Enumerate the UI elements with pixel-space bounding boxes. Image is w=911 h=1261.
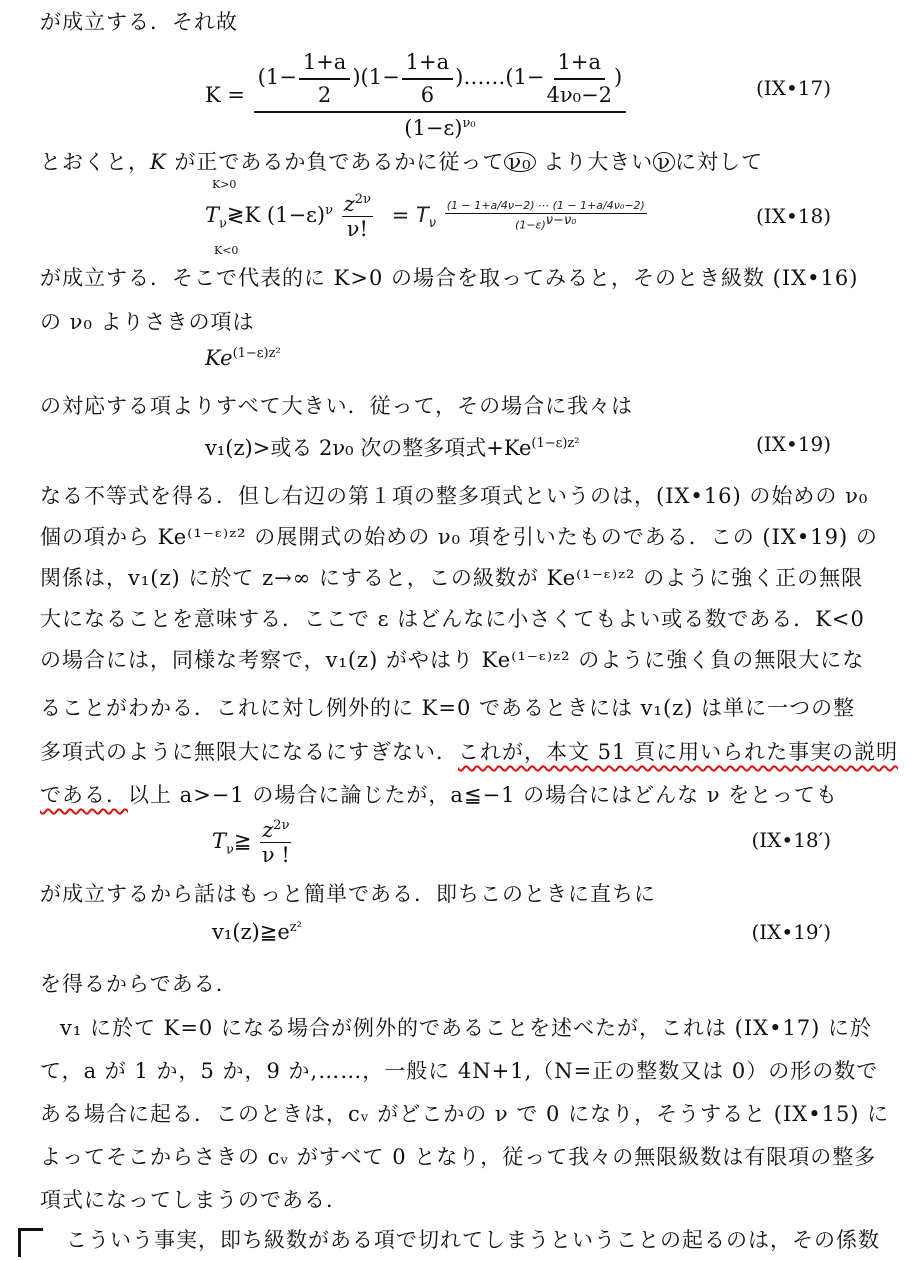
equation-ix-19-prime: $v_1(z)≧e^{z^2}$ [212,920,302,944]
text-line: ることがわかる．これに対し例外的に K=0 であるときには v₁(z) は単に一つの整 [40,696,856,720]
text-line: 大になることを意味する．ここで ε はどんなに小さくてもよい或る数である．K<0 [40,607,865,631]
corner-bracket-mark [18,1228,43,1257]
equation-number: (IX•19) [756,432,831,456]
equation-number: (IX•17) [756,76,831,100]
big-fraction [254,50,627,140]
equation-lhs: K = [205,83,245,108]
text-line: こういう事実，即ち級数がある項で切れてしまうということの起るのは，その係数 [66,1228,880,1252]
text-line: なる不等式を得る．但し右辺の第１項の整多項式というのは，(IX•16) の始めの ν₀ [40,484,869,508]
equation-ix-18-prime: $T_\nu≧$ $\frac{z^{2\nu}}{\nu !}$ [212,818,290,868]
text-line: v₁ に於て K=0 になる場合が例外的であることを述べたが，これは (IX•17) に於 [60,1016,873,1040]
handwritten-condition-above: K>0 [212,178,237,191]
text-line: が成立する．それ故 [40,10,238,34]
denominator: $(1-\varepsilon)^{\nu_0}$ [404,116,476,141]
text-line: 多項式のように無限大になるにすぎない．これが，本文 51 頁に用いられた事実の説明 [40,740,899,764]
equation-number: (IX•19′) [751,920,831,944]
text-line: の対応する項よりすべて大きい．従って，その場合に我々は [40,394,634,418]
text-line: 関係は，v₁(z) に於て z→∞ にすると，この級数が Ke⁽¹⁻ᵋ⁾ᶻ² のように強く正の無限 [40,566,864,590]
underlined-passage: である． [40,783,128,807]
circled-symbol: ν₀ [504,152,535,172]
underlined-passage: これが，本文 51 頁に用いられた事実の説明 [458,740,899,764]
text-line: の ν₀ よりさきの項は [40,310,255,334]
text-line: である．以上 a>−1 の場合に論じたが，a≦−1 の場合にはどんな ν をとっても [40,783,838,807]
text-line: 項式になってしまうのである． [40,1188,348,1212]
text-line: よってそこからさきの cᵥ がすべて 0 となり，従って我々の無限級数は有限項の整多 [40,1145,877,1169]
equation-number: (IX•18′) [751,828,831,852]
equation-k-exp: $Ke^{(1-\varepsilon)z^2}$ [205,346,281,370]
equation-ix-19: v₁(z)>或る 2ν₀ 次の整多項式$+Ke^{(1-\varepsilon)z^2}$ [205,436,580,460]
text-line: とおくと，K が正であるか負であるかに従って ν₀ より大きい ν に対して [40,150,764,174]
handwritten-note: = $T_\nu$ $\frac{\text{(1 − 1+a/4ν−2) ⋯ (1 − 1+a/4ν₀−2)}}{(1-\varepsilon)^{\nu-\nu_0}}$ [391,199,645,232]
handwritten-condition-below: K<0 [214,244,239,257]
text-line: 個の項から Ke⁽¹⁻ᵋ⁾ᶻ² の展開式の始めの ν₀ 項を引いたものである．この (IX•19) の [40,525,878,549]
numerator: (1− $\frac{1+a}{2}$ )(1− $\frac{1+a}{6}$ )……(1− $\frac{1+a}{\text{4ν₀−2}}$ ) [254,50,627,113]
text-line: が成立する．そこで代表的に K>0 の場合を取ってみると，そのとき級数 (IX•16) [40,266,859,290]
text-line: を得るからである． [40,972,238,996]
equation-ix-18: $T_\nu≷K$ $(1-\varepsilon)^\nu$ $\frac{z^{2\nu}}{\nu!}$ = $T_\nu$ $\frac{\text{(1 − 1+a/4ν−2) ⋯ (1 − 1+a/4ν₀−2)}}{(1-\varepsilon)^{\nu-\nu_0}}$ [205,192,649,241]
equation-number: (IX•18) [756,204,831,228]
text-line: て，a が 1 か，5 か，9 か,……，一般に 4N+1,（N=正の整数又は 0）の形の数で [40,1059,879,1083]
text-line: ある場合に起る．このときは，cᵥ がどこかの ν で 0 になり，そうすると (IX•15) に [40,1102,890,1126]
circled-symbol: ν [653,152,675,172]
equation-ix-17 [205,50,628,140]
text-line: が成立するから話はもっと簡単である．即ちこのときに直ちに [40,882,656,906]
text-line: の場合には，同様な考察で，v₁(z) がやはり Ke⁽¹⁻ᵋ⁾ᶻ² のように強く負の無限大にな [40,648,865,672]
